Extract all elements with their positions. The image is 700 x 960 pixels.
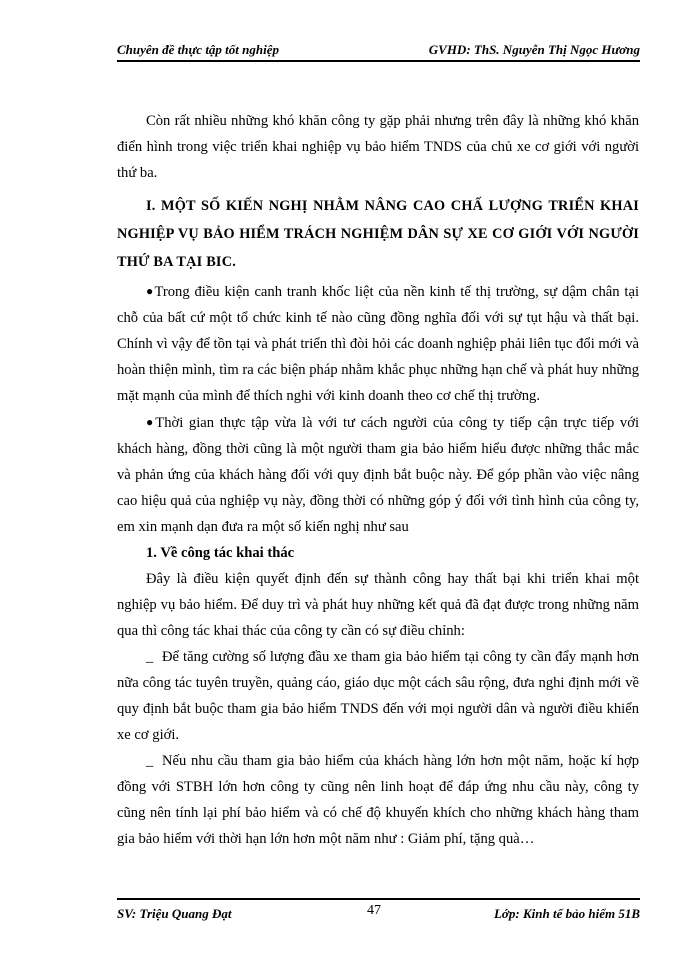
bullet-icon: ● bbox=[146, 284, 155, 298]
page-header bbox=[117, 36, 640, 62]
footer-class: Lớp: Kinh tế bảo hiểm 51B bbox=[493, 906, 640, 921]
bullet-paragraph-1 bbox=[117, 278, 639, 409]
subsection-heading: 1. Về công tác khai thác bbox=[146, 545, 295, 561]
header-supervisor: GVHD: ThS. Nguyễn Thị Ngọc Hương bbox=[428, 42, 640, 57]
section-heading: I. MỘT SỐ KIẾN NGHỊ NHẰM NÂNG CAO CHẤ LƯỢNG TRIỂN KHAI NGHIỆP VỤ BẢO HIỂM TRÁCH NGHIỆM DÂN SỰ XE CƠ GIỚI VỚI NGƯỜI THỨ BA TẠI BIC. bbox=[117, 198, 639, 270]
dash-icon: _ bbox=[146, 649, 154, 665]
page-body bbox=[117, 108, 639, 852]
dash-paragraph-2 bbox=[117, 748, 639, 852]
footer-student: SV: Triệu Quang Đạt bbox=[117, 906, 232, 921]
bullet-text-1: Trong điều kiện canh tranh khốc liệt của nền kinh tế thị trường, sự dậm chân tại chỗ của bất cứ một tổ chức kinh tế nào cũng đồng nghĩa đối với sự tụt hậu và thất bại. Chính vì vậy để tồn tại và phát triển thì đòi hỏi các doanh nghiệp phải liên tục đổi mới và hoàn thiện mình, tìm ra các biện pháp nhằm khắc phục những hạn chế và phát huy những mặt mạnh của mình để thích nghi với kinh doanh theo cơ chế thị trường. bbox=[117, 284, 639, 404]
bullet-paragraph-2 bbox=[117, 409, 639, 540]
intro-paragraph: Còn rất nhiều những khó khăn công ty gặp phải nhưng trên đây là những khó khăn điển hình trong việc triển khai nghiệp vụ bảo hiểm TNDS của chủ xe cơ giới với người thứ ba. bbox=[117, 113, 639, 181]
dash-icon: _ bbox=[146, 753, 154, 769]
dash-text-1: Để tăng cường số lượng đầu xe tham gia bảo hiểm tại công ty cần đẩy mạnh hơn nữa công tác tuyên truyền, quảng cáo, giáo dục một cách sâu rộng, đưa nghi định mới về quy định bắt buộc tham gia bảo hiểm TNDS đến với mọi người dân và người điều khiển xe cơ giới. bbox=[117, 649, 639, 743]
page-number: 47 bbox=[367, 903, 381, 918]
dash-paragraph-1 bbox=[117, 644, 639, 748]
bullet-icon: ● bbox=[146, 415, 156, 429]
paragraph-khai-thac: Đây là điều kiện quyết định đến sự thành công hay thất bại khi triển khai một nghiệp vụ bảo hiểm. Để duy trì và phát huy những kết quả đã đạt được trong những năm qua thì công tác khai thác của công ty cần có sự điều chỉnh: bbox=[117, 571, 639, 639]
dash-text-2: Nếu nhu cầu tham gia bảo hiểm của khách hàng lớn hơn một năm, hoặc kí hợp đồng với STBH lớn hơn công ty cũng nên linh hoạt để đáp ứng nhu cầu này, công ty cũng nên tính lại phí bảo hiểm và có chế độ khuyến khích cho những khách hàng tham gia bảo hiểm với thời hạn lớn hơn một năm như : Giảm phí, tặng quà… bbox=[117, 753, 639, 847]
page-footer bbox=[117, 898, 640, 924]
header-document-title: Chuyên đề thực tập tốt nghiệp bbox=[117, 42, 279, 57]
bullet-text-2: Thời gian thực tập vừa là với tư cách người của công ty tiếp cận trực tiếp với khách hàng, đồng thời cũng là một người tham gia bảo hiểm hiểu được những thắc mắc và phản ứng của khách hàng đối với quy định bắt buộc này. Để góp phần vào việc nâng cao hiệu quả của nghiệp vụ này, đồng thời có những góp ý đối với tình hình của công ty, em xin mạnh dạn đưa ra một số kiến nghị như sau bbox=[117, 415, 639, 535]
